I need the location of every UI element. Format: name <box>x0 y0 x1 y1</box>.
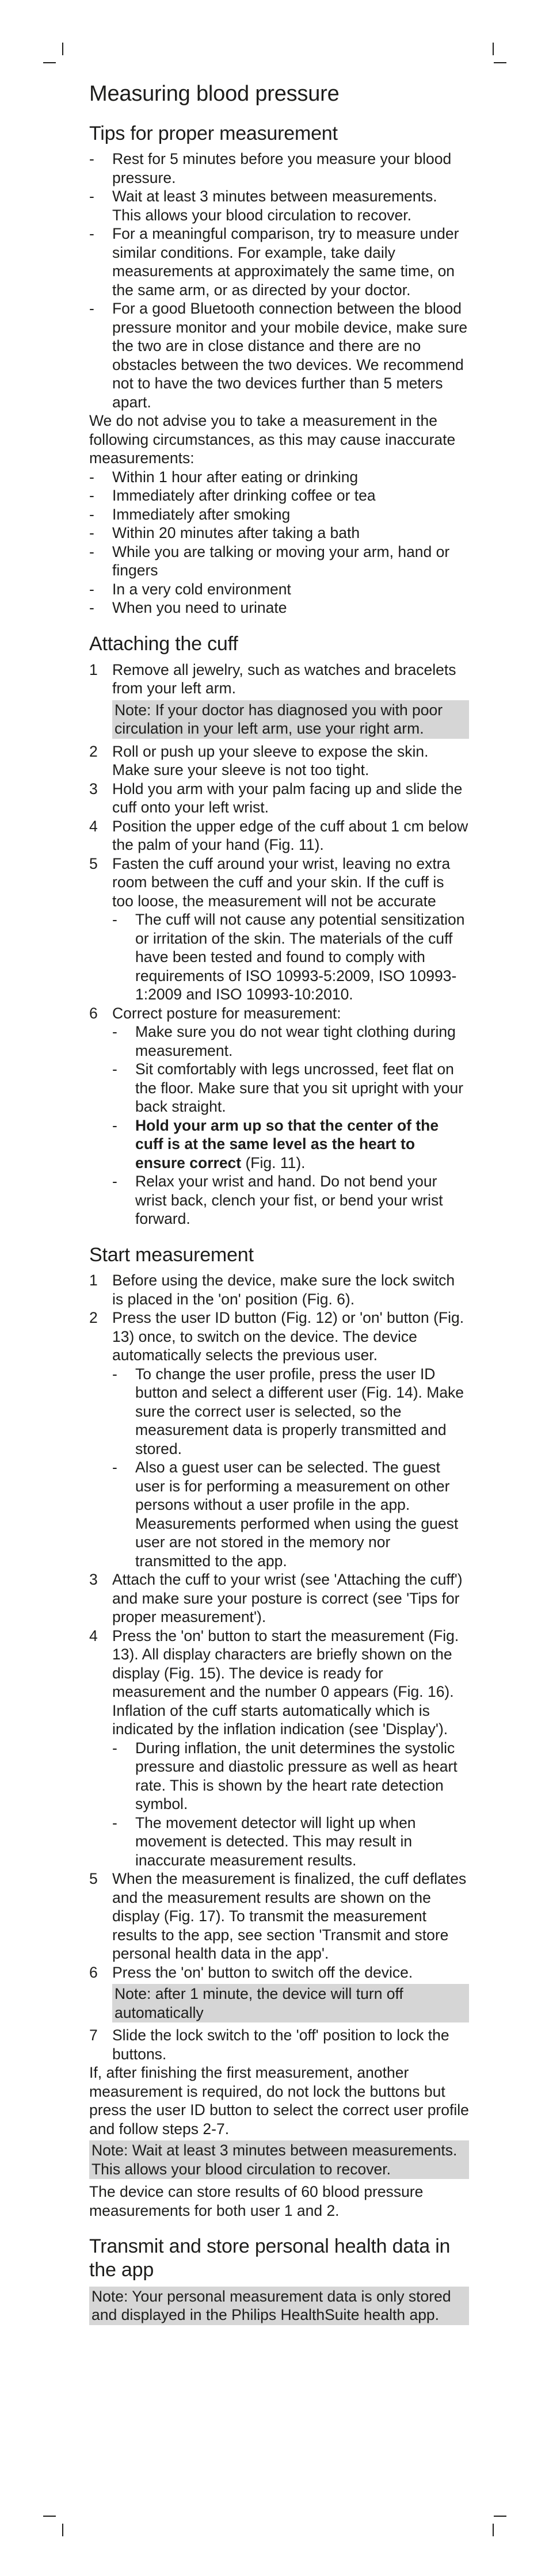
bullet-dash: - <box>89 580 94 598</box>
note-box: Note: after 1 minute, the device will turn off automatically <box>112 1984 469 2022</box>
step-item <box>89 1963 469 1982</box>
bullet-dash: - <box>112 1060 117 1078</box>
step-item <box>89 1271 469 1308</box>
step-text: When the measurement is finalized, the cuff deflates and the measurement results are shown on the display (Fig. 17). To transmit the measurement results to the app, see section 'Transmit and store personal health data in the app'. <box>112 1870 467 1963</box>
step-text: Before using the device, make sure the lock switch is placed in the 'on' position (Fig. 6). <box>112 1272 455 1308</box>
note-box: Note: If your doctor has diagnosed you with poor circulation in your left arm, use your right arm. <box>112 700 469 739</box>
bullet-dash: - <box>89 505 94 523</box>
step-text: Roll or push up your sleeve to expose the skin. Make sure your sleeve is not too tight. <box>112 742 429 779</box>
page-title: Measuring blood pressure <box>89 82 340 106</box>
step-text: Remove all jewelry, such as watches and bracelets from your left arm. <box>112 661 456 697</box>
avoid-text: When you need to urinate <box>112 599 287 617</box>
sub-text: Relax your wrist and hand. Do not bend your wrist back, clench your fist, or bend your wrist forward. <box>135 1173 443 1228</box>
step-item <box>89 1308 469 1365</box>
tip-item <box>89 224 469 299</box>
bullet-dash: - <box>112 1459 117 1476</box>
sub-text: Make sure you do not wear tight clothing during measurement. <box>135 1023 456 1059</box>
tips-heading: Tips for proper measurement <box>89 122 338 144</box>
step-number: 6 <box>89 1963 98 1981</box>
avoid-item <box>89 524 469 543</box>
step-item <box>89 854 469 911</box>
sub-text: To change the user profile, press the user ID button and select a different user (Fig. 14). Make sure the correct user is selected, so the measurement data is properly transmitted and stored. <box>135 1365 464 1457</box>
cuff-section <box>89 632 469 1228</box>
crop-mark-bottom-right-v <box>493 2524 494 2536</box>
avoid-text: Immediately after smoking <box>112 505 291 523</box>
avoid-item <box>89 505 469 524</box>
bullet-dash: - <box>112 1739 117 1757</box>
sub-text: During inflation, the unit determines the systolic pressure and diastolic pressure as well as heart rate. This is shown by the heart rate detection symbol. <box>135 1739 458 1813</box>
avoid-item <box>89 598 469 617</box>
bullet-dash: - <box>112 1116 117 1134</box>
sub-item <box>112 910 469 1004</box>
avoid-item <box>89 580 469 599</box>
step-number: 2 <box>89 742 98 760</box>
step-item <box>89 780 469 817</box>
bullet-dash: - <box>112 1023 117 1041</box>
step-number: 4 <box>89 1627 98 1644</box>
step-text: Correct posture for measurement: <box>112 1004 341 1022</box>
step-number: 4 <box>89 817 98 835</box>
tip-item <box>89 150 469 187</box>
step-text: Press the 'on' button to switch off the device. <box>112 1963 413 1981</box>
bullet-dash: - <box>89 524 94 542</box>
sub-item <box>112 1458 469 1570</box>
sub-text: Sit comfortably with legs uncrossed, feet flat on the floor. Make sure that you sit upright with your back straight. <box>135 1060 464 1116</box>
sub-text: Also a guest user can be selected. The guest user is for performing a measurement on other persons without a user profile in the app. Measurements performed when using the guest user are not stored in the memory nor transmitted to the app. <box>135 1459 459 1570</box>
step-item <box>89 742 469 780</box>
step-item <box>89 2026 469 2063</box>
step-number: 1 <box>89 1272 98 1289</box>
advice-intro: We do not advise you to take a measurement in the following circumstances, as this may cause inaccurate measurements: <box>89 412 456 467</box>
step-item <box>89 1627 469 1739</box>
avoid-text: While you are talking or moving your arm, hand or fingers <box>112 543 450 579</box>
bullet-dash: - <box>89 150 94 168</box>
sub-text: The cuff will not cause any potential sensitization or irritation of the skin. The materials of the cuff have been tested and found to comply with requirements of ISO 10993-5:2009, ISO 10993-1:2009 and ISO 10993-10:2010. <box>135 911 465 1003</box>
crop-mark-bottom-right-h <box>494 2516 506 2517</box>
step-item <box>89 1869 469 1963</box>
cuff-heading: Attaching the cuff <box>89 632 238 655</box>
avoid-text: Within 1 hour after eating or drinking <box>112 468 359 486</box>
step-item <box>89 1570 469 1627</box>
step-number: 1 <box>89 661 98 678</box>
tips-section <box>89 122 469 617</box>
bullet-dash: - <box>89 487 94 505</box>
step-number: 5 <box>89 1870 98 1888</box>
avoid-text: Within 20 minutes after taking a bath <box>112 524 360 542</box>
tip-item <box>89 187 469 224</box>
tip-text: For a meaningful comparison, try to measure under similar conditions. For example, take daily measurements at approximately the same time, on the same arm, or as directed by your doctor. <box>112 225 459 299</box>
tip-item <box>89 299 469 411</box>
bold-instruction: Hold your arm up so that the center of the cuff is at the same level as the heart to ensure correct <box>135 1116 439 1171</box>
sub-item <box>112 1172 469 1228</box>
bullet-dash: - <box>112 1173 117 1190</box>
avoid-item <box>89 468 469 487</box>
step-item <box>89 1004 469 1023</box>
sub-text: The movement detector will light up when movement is detected. This may result in inaccurate measurement results. <box>135 1814 416 1869</box>
step-text: Attach the cuff to your wrist (see 'Attaching the cuff') and make sure your posture is correct (see 'Tips for proper measurement'). <box>112 1571 463 1626</box>
crop-mark-top-right-v <box>493 43 494 55</box>
crop-mark-top-left-h <box>43 62 56 63</box>
step-text: Press the user ID button (Fig. 12) or 'on' button (Fig. 13) once, to switch on the device. The device automatically selects the previous user. <box>112 1309 464 1364</box>
sub-item <box>112 1116 469 1173</box>
crop-mark-bottom-left-v <box>62 2524 63 2536</box>
sub-item <box>112 1022 469 1060</box>
note-box: Note: Wait at least 3 minutes between measurements. This allows your blood circulation to recover. <box>89 2140 469 2179</box>
avoid-text: Immediately after drinking coffee or tea <box>112 487 376 505</box>
sub-item <box>112 1739 469 1814</box>
bullet-dash: - <box>112 1814 117 1831</box>
figure-reference: (Fig. 11). <box>241 1154 306 1171</box>
avoid-item <box>89 486 469 505</box>
step-text: Slide the lock switch to the 'off' position to lock the buttons. <box>112 2027 449 2063</box>
after-first-measurement-text: If, after finishing the first measurement, another measurement is required, do not lock the buttons but press the user ID button to select the correct user profile and follow steps 2-7. <box>89 2064 469 2138</box>
crop-mark-top-left-v <box>62 43 63 55</box>
bullet-dash: - <box>112 911 117 929</box>
bullet-dash: - <box>112 1365 117 1383</box>
step-text: Press the 'on' button to start the measurement (Fig. 13). All display characters are briefly shown on the display (Fig. 15). The device is ready for measurement and the number 0 appears (Fig. 16). Inflation of the cuff starts automatically which is indicated by the inflation indication (see 'Display'). <box>112 1627 459 1738</box>
document-content <box>89 81 469 2329</box>
bullet-dash: - <box>89 225 94 243</box>
start-section <box>89 1243 469 2220</box>
start-heading: Start measurement <box>89 1243 254 1266</box>
tip-text: Rest for 5 minutes before you measure your blood pressure. <box>112 150 452 186</box>
bullet-dash: - <box>89 188 94 205</box>
step-item <box>89 817 469 854</box>
step-number: 3 <box>89 1571 98 1589</box>
tip-text: Wait at least 3 minutes between measurements. This allows your blood circulation to recover. <box>112 188 437 224</box>
tip-text: For a good Bluetooth connection between the blood pressure monitor and your mobile device, make sure the two are in close distance and there are no obstacles between the two devices. We recommend not to have the two devices further than 5 meters apart. <box>112 300 468 411</box>
step-number: 7 <box>89 2027 98 2044</box>
step-number: 5 <box>89 854 98 872</box>
avoid-item <box>89 543 469 580</box>
step-number: 3 <box>89 780 98 797</box>
step-item <box>89 661 469 698</box>
sub-text-emphasis <box>135 1116 469 1173</box>
crop-mark-bottom-left-h <box>43 2516 56 2517</box>
transmit-heading: Transmit and store personal health data in the app <box>89 2235 451 2281</box>
step-number: 6 <box>89 1004 98 1022</box>
avoid-text: In a very cold environment <box>112 580 291 598</box>
sub-item <box>112 1060 469 1116</box>
bullet-dash: - <box>89 599 94 617</box>
storage-capacity-text: The device can store results of 60 blood pressure measurements for both user 1 and 2. <box>89 2183 424 2219</box>
bullet-dash: - <box>89 543 94 560</box>
note-box: Note: Your personal measurement data is only stored and displayed in the Philips HealthSuite health app. <box>89 2287 469 2325</box>
crop-mark-top-right-h <box>494 62 506 63</box>
sub-item <box>112 1365 469 1459</box>
bullet-dash: - <box>89 468 94 486</box>
step-text: Fasten the cuff around your wrist, leaving no extra room between the cuff and your skin. If the cuff is too loose, the measurement will not be accurate <box>112 854 451 910</box>
step-text: Position the upper edge of the cuff about 1 cm below the palm of your hand (Fig. 11). <box>112 817 468 854</box>
step-text: Hold you arm with your palm facing up and slide the cuff onto your left wrist. <box>112 780 463 816</box>
step-number: 2 <box>89 1309 98 1327</box>
bullet-dash: - <box>89 300 94 318</box>
sub-item <box>112 1814 469 1870</box>
transmit-section <box>89 2235 469 2325</box>
